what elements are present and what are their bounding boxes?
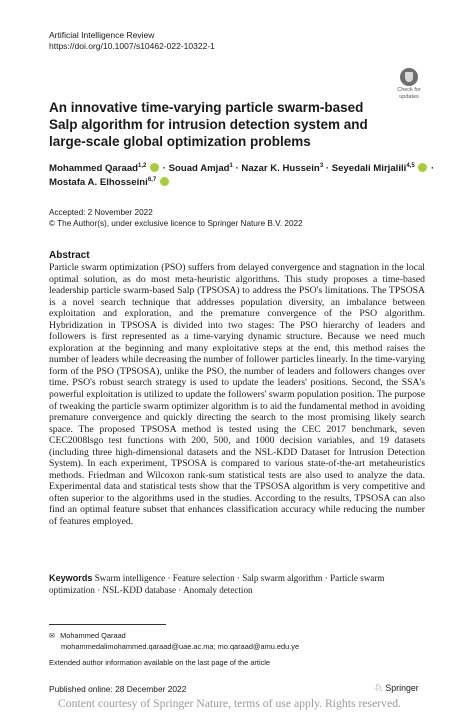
author-name: Souad Amjad	[168, 163, 230, 174]
journal-header	[49, 30, 215, 52]
corresponding-author-emails[interactable]: mohammedalimohammed.qaraad@uae.ac.ma; mo.qaraad@amu.edu.ye	[61, 642, 300, 651]
author-name: Mostafa A. Elhosseini	[49, 177, 148, 188]
copyright-notice: © The Author(s), under exclusive licence to Springer Nature B.V. 2022	[49, 219, 303, 228]
author-name: Nazar K. Hussein	[241, 163, 320, 174]
publisher-logo	[374, 683, 419, 694]
corresponding-author	[49, 631, 299, 652]
author-affiliation: 4,5	[406, 163, 415, 169]
keywords-text: Swarm intelligence · Feature selection · Salp swarm algorithm · Particle swarm optimization · NSL-KDD database · Anomaly detection	[49, 573, 385, 595]
footnote-divider	[49, 624, 166, 625]
author-name: Mohammed Qaraad	[49, 163, 139, 174]
author-name: Seyedali Mirjalili	[331, 163, 407, 174]
orcid-icon[interactable]	[150, 163, 159, 172]
orcid-icon[interactable]	[418, 163, 427, 172]
author-list: Mohammed Qaraad$^{1,2}$ · Souad Amjad$^1$ · Nazar K. Hussein$^3$ · Seyedali Mirjalili$^{4,5}$ · Mostafa A. Elhosseini$^{6,7}$	[49, 163, 435, 188]
article-title: An innovative time-varying particle swarm-based Salp algorithm for intrusion detection system and large-scale global optimization problems	[49, 100, 368, 149]
envelope-icon: ✉	[49, 633, 55, 640]
author-affiliation: 1,2	[138, 163, 147, 169]
check-updates-line1: Check for	[397, 87, 421, 93]
abstract-body: Particle swarm optimization (PSO) suffers from delayed convergence and stagnation in the local optimal solution, as do most meta-heuristic algorithms. This study proposes a time-based leadership particle swarm-based Salp (TPSOSA) to address the PSO's limitations. The TPSOSA is a novel search technique that addresses population diversity, an imbalance between exploitation and exploration, and the premature convergence of the PSO algorithm. Hybridization in TPSOSA is divided into two stages: The PSO hierarchy of leaders and followers is first represented as a time-varying dynamic structure. Because we need much exploration at the beginning and many exploitative steps at the end, this method raises the number of leaders while decreasing the number of follower particles linearly. In the time-varying form of the PSO (TPSOSA), unlike the PSO, the number of leaders and followers changes over time. PSO's robust search strategy is used to update the leaders' positions. Second, the SSA's powerful exploitation is utilized to update the followers' swarm population position. The purpose of tweaking the particle swarm optimizer algorithm is to aid the fundamental method in avoiding premature convergence and quickly directing the search to the most promising likely search space. The proposed TPSOSA method is tested using the CEC 2017 benchmark, seven CEC2008lsgo test functions with 200, 500, and 1000 decision variables, and 19 datasets (including three high-dimensional datasets and the NSL-KDD Dataset for Intrusion Detection System). In each experiment, TPSOSA is compared to various state-of-the-art metaheuristics methods. Friedman and Wilcoxon rank-sum statistical tests are also used to analyze the data. Experimental data and statistical tests show that the TPSOSA algorithm is very competitive and often superior to the algorithms used in the studies. According to the results, TPSOSA can also find an optimal feature subset that enhances classification accuracy while reducing the number of features employed.	[49, 262, 425, 528]
watermark: Content courtesy of Springer Nature, terms of use apply. Rights reserved.	[58, 697, 401, 710]
keywords-section	[49, 573, 425, 596]
journal-name: Artificial Intelligence Review	[49, 30, 155, 40]
extended-author-info: Extended author information available on the last page of the article	[49, 658, 271, 667]
orcid-icon[interactable]	[160, 177, 169, 186]
abstract-heading: Abstract	[49, 250, 90, 261]
author-affiliation: 3	[319, 163, 324, 169]
author-affiliation: 6,7	[147, 177, 157, 183]
article-dates	[49, 207, 303, 229]
check-for-updates-badge[interactable]	[393, 68, 425, 102]
keywords-label: Keywords	[49, 573, 93, 583]
corresponding-author-name: Mohammed Qaraad	[60, 631, 126, 640]
springer-horse-icon: ♘	[374, 683, 383, 694]
check-updates-icon	[400, 68, 418, 86]
published-online-date: Published online: 28 December 2022	[49, 684, 187, 694]
doi-link[interactable]: https://doi.org/10.1007/s10462-022-10322-1	[49, 41, 215, 51]
accepted-date: Accepted: 2 November 2022	[49, 208, 153, 217]
publisher-name: Springer	[385, 683, 419, 693]
check-updates-line2: updates	[399, 94, 419, 100]
author-affiliation: 1	[229, 163, 233, 169]
